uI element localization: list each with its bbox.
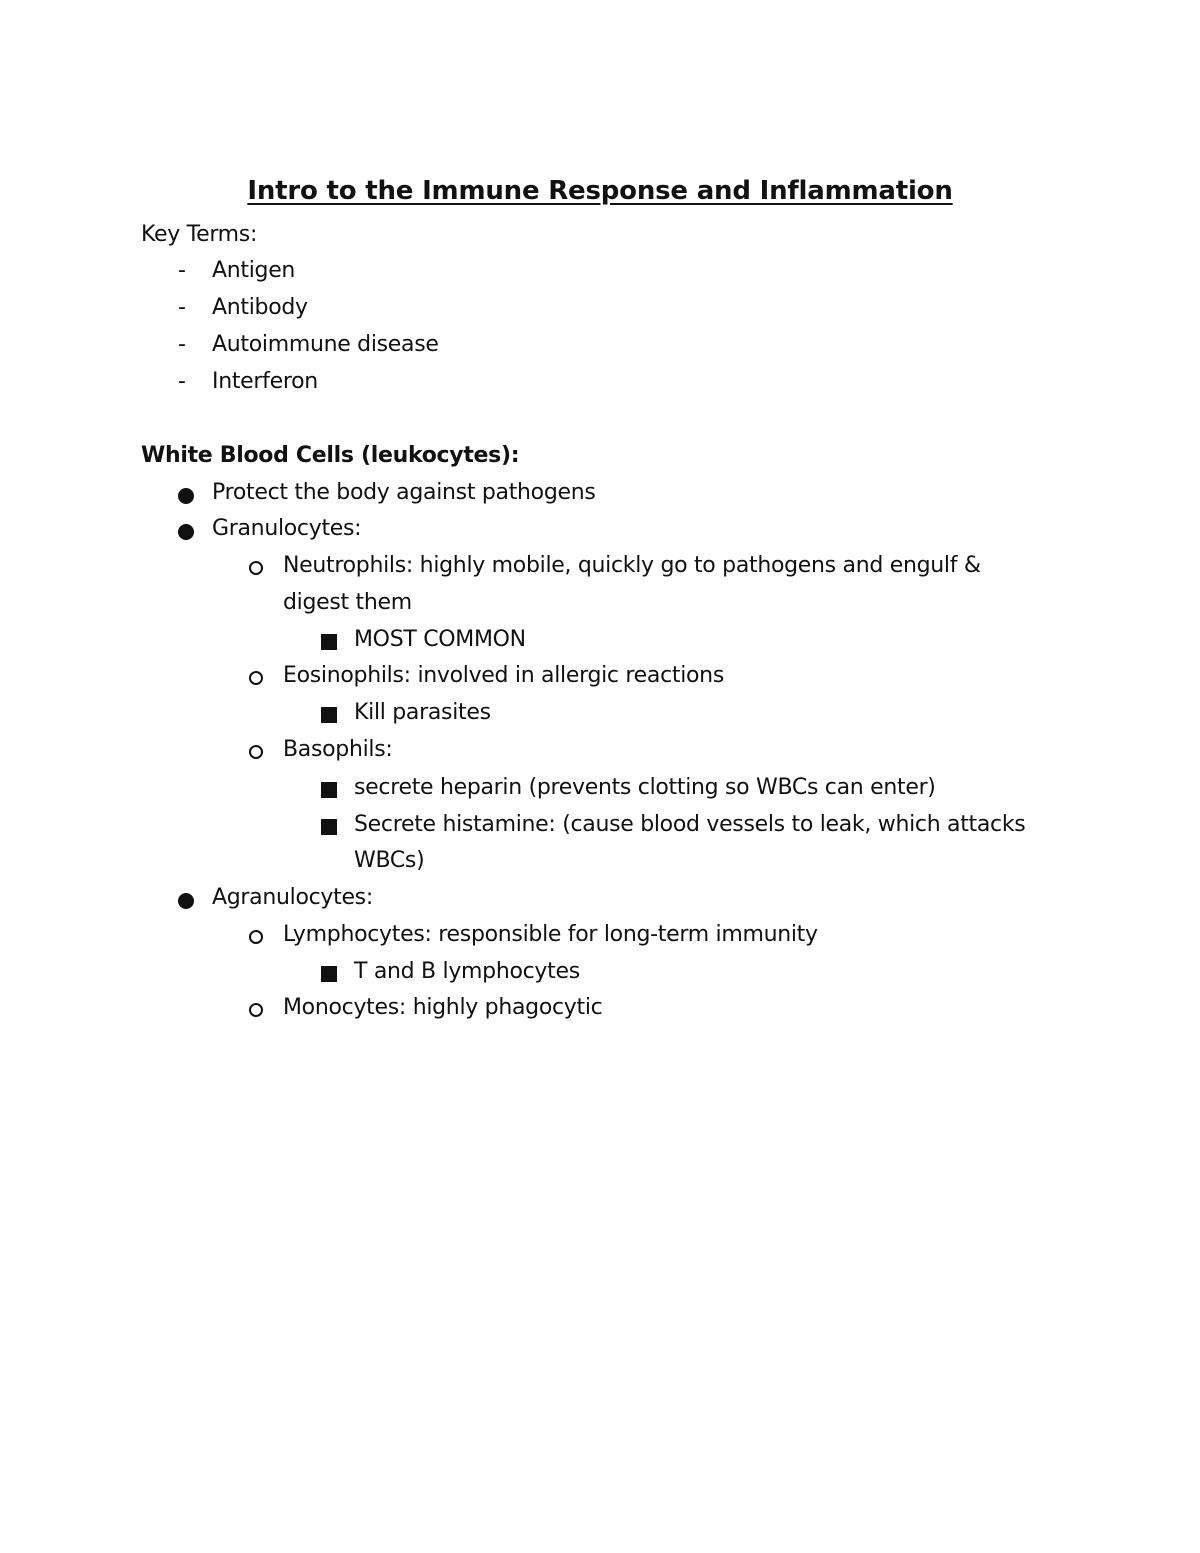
key-term-item: Interferon bbox=[212, 369, 318, 394]
hollow-circle-bullet bbox=[249, 561, 263, 575]
list-item: Granulocytes: bbox=[212, 516, 362, 541]
list-item-continuation: WBCs) bbox=[354, 848, 425, 873]
list-item: MOST COMMON bbox=[354, 627, 526, 652]
filled-circle-bullet bbox=[178, 524, 194, 540]
hollow-circle-bullet bbox=[249, 1003, 263, 1017]
filled-circle-bullet bbox=[178, 893, 194, 909]
square-bullet bbox=[321, 707, 337, 723]
list-item: Neutrophils: highly mobile, quickly go to pathogens and engulf & bbox=[283, 553, 981, 578]
list-item: T and B lymphocytes bbox=[354, 959, 580, 984]
dash-bullet: - bbox=[178, 258, 186, 283]
list-item: Eosinophils: involved in allergic reactions bbox=[283, 663, 724, 688]
square-bullet bbox=[321, 634, 337, 650]
list-item: secrete heparin (prevents clotting so WBCs can enter) bbox=[354, 775, 936, 800]
square-bullet bbox=[321, 966, 337, 982]
key-terms-heading: Key Terms: bbox=[141, 222, 258, 247]
hollow-circle-bullet bbox=[249, 671, 263, 685]
list-item: Lymphocytes: responsible for long-term immunity bbox=[283, 922, 818, 947]
list-item: Protect the body against pathogens bbox=[212, 480, 596, 505]
list-item: Secrete histamine: (cause blood vessels to leak, which attacks bbox=[354, 812, 1026, 837]
key-term-item: Autoimmune disease bbox=[212, 332, 439, 357]
document-title: Intro to the Immune Response and Inflammation bbox=[247, 176, 953, 206]
filled-circle-bullet bbox=[178, 488, 194, 504]
hollow-circle-bullet bbox=[249, 745, 263, 759]
list-item: Agranulocytes: bbox=[212, 885, 373, 910]
square-bullet bbox=[321, 782, 337, 798]
dash-bullet: - bbox=[178, 332, 186, 357]
list-item-continuation: digest them bbox=[283, 590, 412, 615]
dash-bullet: - bbox=[178, 295, 186, 320]
dash-bullet: - bbox=[178, 369, 186, 394]
list-item: Monocytes: highly phagocytic bbox=[283, 995, 603, 1020]
key-term-item: Antibody bbox=[212, 295, 308, 320]
list-item: Kill parasites bbox=[354, 700, 491, 725]
key-term-item: Antigen bbox=[212, 258, 296, 283]
wbc-heading: White Blood Cells (leukocytes): bbox=[141, 443, 520, 468]
square-bullet bbox=[321, 819, 337, 835]
hollow-circle-bullet bbox=[249, 930, 263, 944]
list-item: Basophils: bbox=[283, 737, 393, 762]
